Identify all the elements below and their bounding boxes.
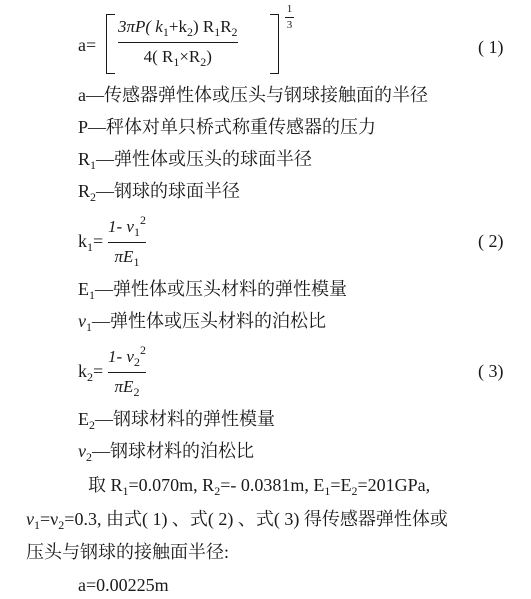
def-P: P—秤体对单只桥式称重传感器的压力: [78, 117, 377, 137]
para-line-1: 取 $R_1=0.070m$, $R_2=-$ 0.0381m, $E_1=E_2=201GPa$,: [88, 475, 431, 498]
eq1-left-bracket: [106, 14, 115, 74]
eq2-number: ( 2): [478, 231, 504, 251]
eq3-lhs: $k_2=$: [78, 361, 104, 384]
para-line-2: $\nu_1=\nu_2=0.3$, 由式( 1) 、式( 2) 、式( 3) 得传感器弹性体或: [26, 509, 448, 532]
eq1-right-bracket: [270, 14, 279, 74]
eq3-fraction: [108, 344, 146, 398]
eq2-fraction: [108, 214, 146, 268]
eq2-numerator: 1- $\nu_1^2$: [108, 213, 146, 239]
def-E1: $E_1—$弹性体或压头材料的弹性模量: [78, 279, 347, 302]
result: a=0.00225m: [78, 575, 169, 595]
eq3-number: ( 3): [478, 361, 504, 381]
eq1-lhs: a=: [78, 35, 97, 55]
def-R1: $R_1—$弹性体或压头的球面半径: [78, 149, 313, 172]
eq3-numerator: 1- $\nu_2^2$: [108, 343, 146, 369]
def-R2: $R_2—$钢球的球面半径: [78, 181, 241, 204]
def-E2: $E_2—$钢球材料的弹性模量: [78, 409, 275, 432]
eq3-fraction-bar: [108, 372, 146, 373]
eq2-fraction-bar: [108, 242, 146, 243]
eq2-lhs: $k_1=$: [78, 231, 104, 254]
eq1-fraction-bar: [118, 42, 238, 43]
def-a: a—传感器弹性体或压头与钢球接触面的半径: [78, 85, 428, 105]
para-line-3: 压头与钢球的接触面半径:: [26, 542, 229, 562]
eq1-number: ( 1): [478, 37, 504, 57]
eq1-fraction: [118, 18, 238, 68]
eq1-denominator: 4( $R_1\times R_2$): [143, 47, 212, 70]
def-nu1: $\nu_1—$弹性体或压头材料的泊松比: [78, 311, 326, 334]
eq1-numerator: 3πP( $k_1+k_2$) $R_1R_2$: [118, 17, 238, 39]
def-nu2: $\nu_2—$钢球材料的泊松比: [78, 441, 254, 464]
eq3-denominator: $\pi E_2$: [114, 377, 140, 400]
eq2-denominator: $\pi E_1$: [114, 247, 140, 270]
eq1-exponent: 1 3: [286, 3, 293, 31]
